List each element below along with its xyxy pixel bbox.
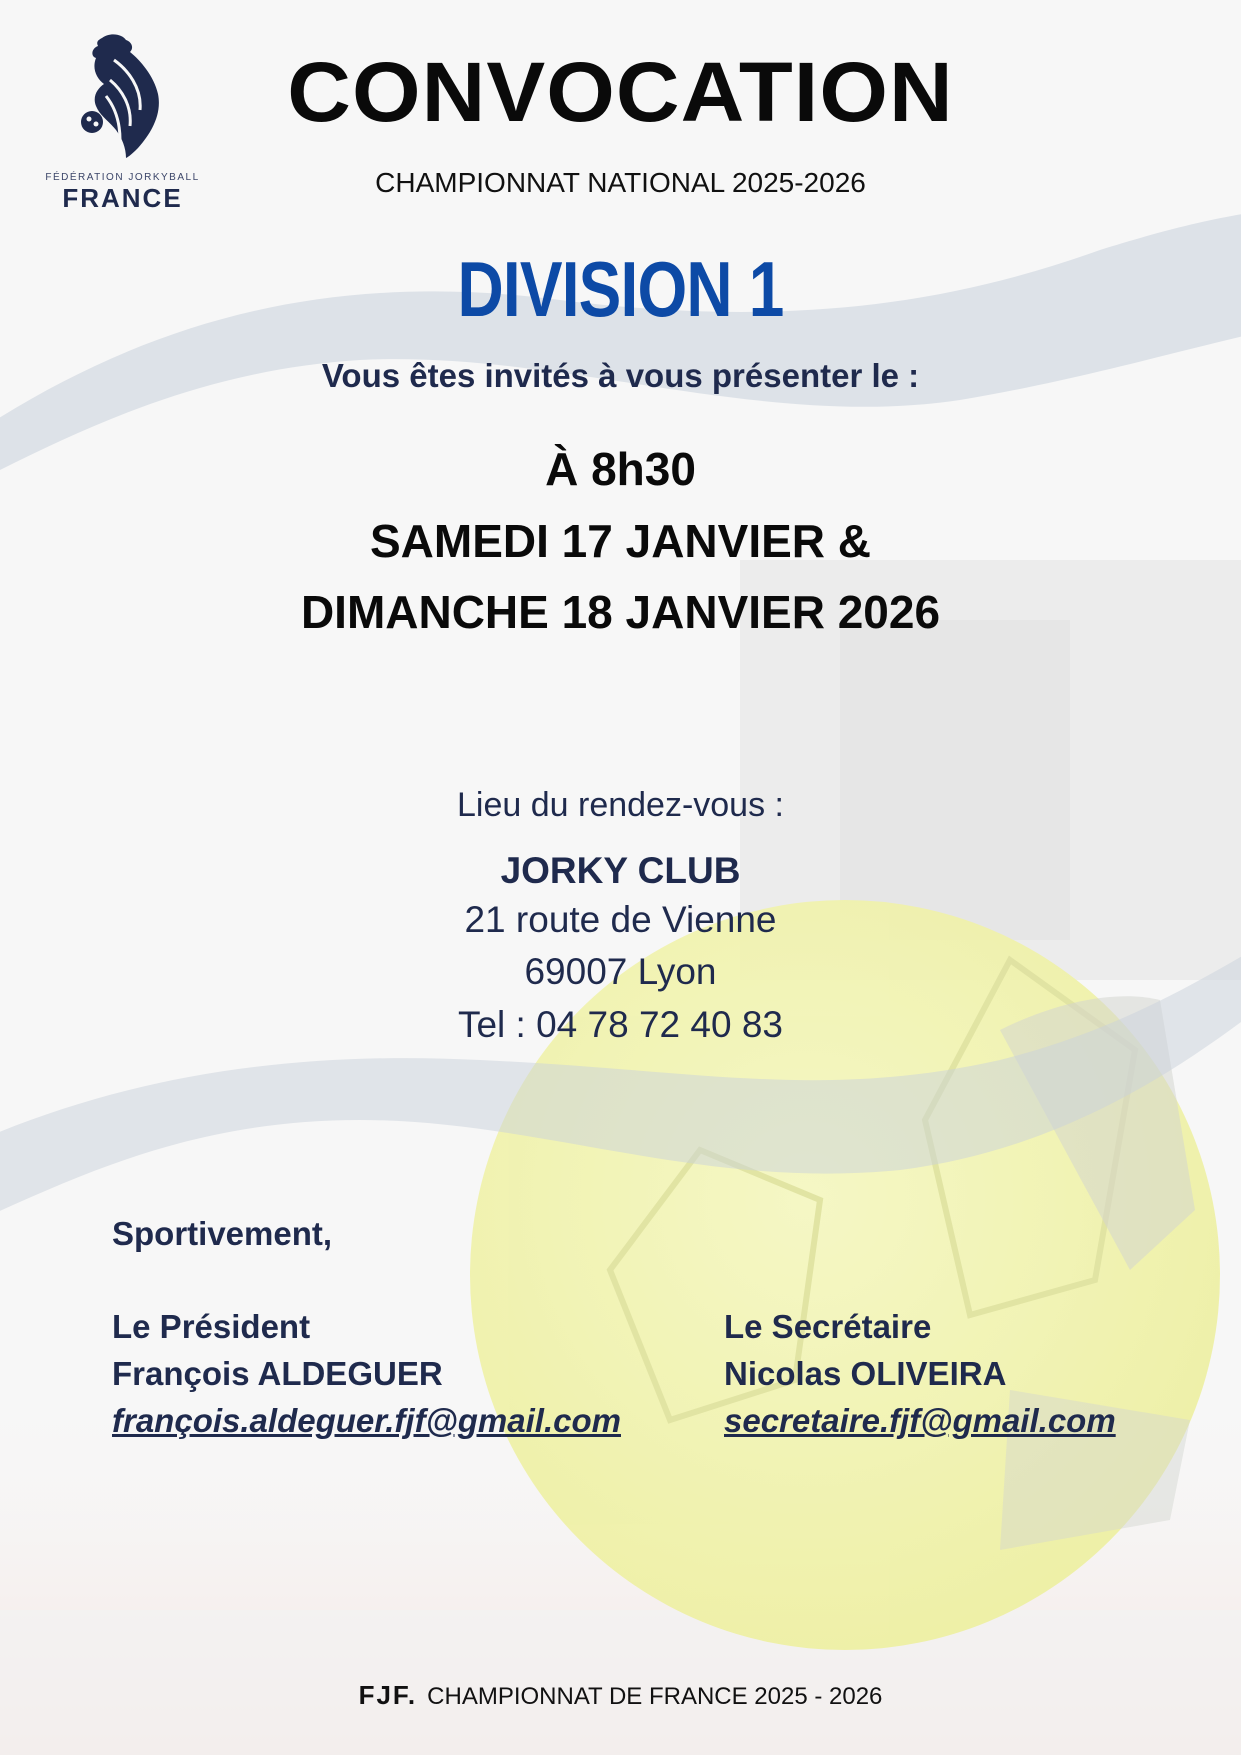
venue-street: 21 route de Vienne bbox=[464, 899, 777, 940]
page-subtitle: CHAMPIONNAT NATIONAL 2025-2026 bbox=[375, 167, 866, 198]
schedule-day1: SAMEDI 17 JANVIER & bbox=[369, 515, 871, 567]
page-title: CONVOCATION bbox=[287, 45, 954, 139]
invitation-text: Vous êtes invités à vous présenter le : bbox=[321, 357, 920, 394]
venue-phone: Tel : 04 78 72 40 83 bbox=[457, 1004, 784, 1045]
footer bbox=[0, 1680, 1241, 1711]
president-name: François ALDEGUER bbox=[112, 1355, 443, 1392]
president-email-link[interactable]: françois.aldeguer.fjf@gmail.com bbox=[112, 1402, 621, 1439]
footer-text: CHAMPIONNAT DE FRANCE 2025 - 2026 bbox=[427, 1683, 883, 1710]
secretary-name: Nicolas OLIVEIRA bbox=[724, 1355, 1007, 1392]
schedule-time: À 8h30 bbox=[545, 443, 696, 495]
footer-brand: FJF. bbox=[358, 1680, 418, 1710]
logo-france-text: FRANCE bbox=[62, 183, 183, 213]
venue-name: JORKY CLUB bbox=[500, 850, 741, 891]
secretary-signature bbox=[724, 1303, 1116, 1444]
secretary-role: Le Secrétaire bbox=[724, 1308, 932, 1345]
venue-label: Lieu du rendez-vous : bbox=[457, 786, 784, 824]
president-signature bbox=[112, 1303, 621, 1444]
venue-city: 69007 Lyon bbox=[524, 951, 717, 992]
logo-federation-text: FÉDÉRATION JORKYBALL bbox=[45, 172, 200, 183]
division-heading: DIVISION 1 bbox=[457, 245, 784, 333]
secretary-email-link[interactable]: secretaire.fjf@gmail.com bbox=[724, 1402, 1116, 1439]
schedule-day2: DIMANCHE 18 JANVIER 2026 bbox=[300, 586, 941, 638]
closing-text: Sportivement, bbox=[112, 1215, 333, 1252]
president-role: Le Président bbox=[112, 1308, 311, 1345]
